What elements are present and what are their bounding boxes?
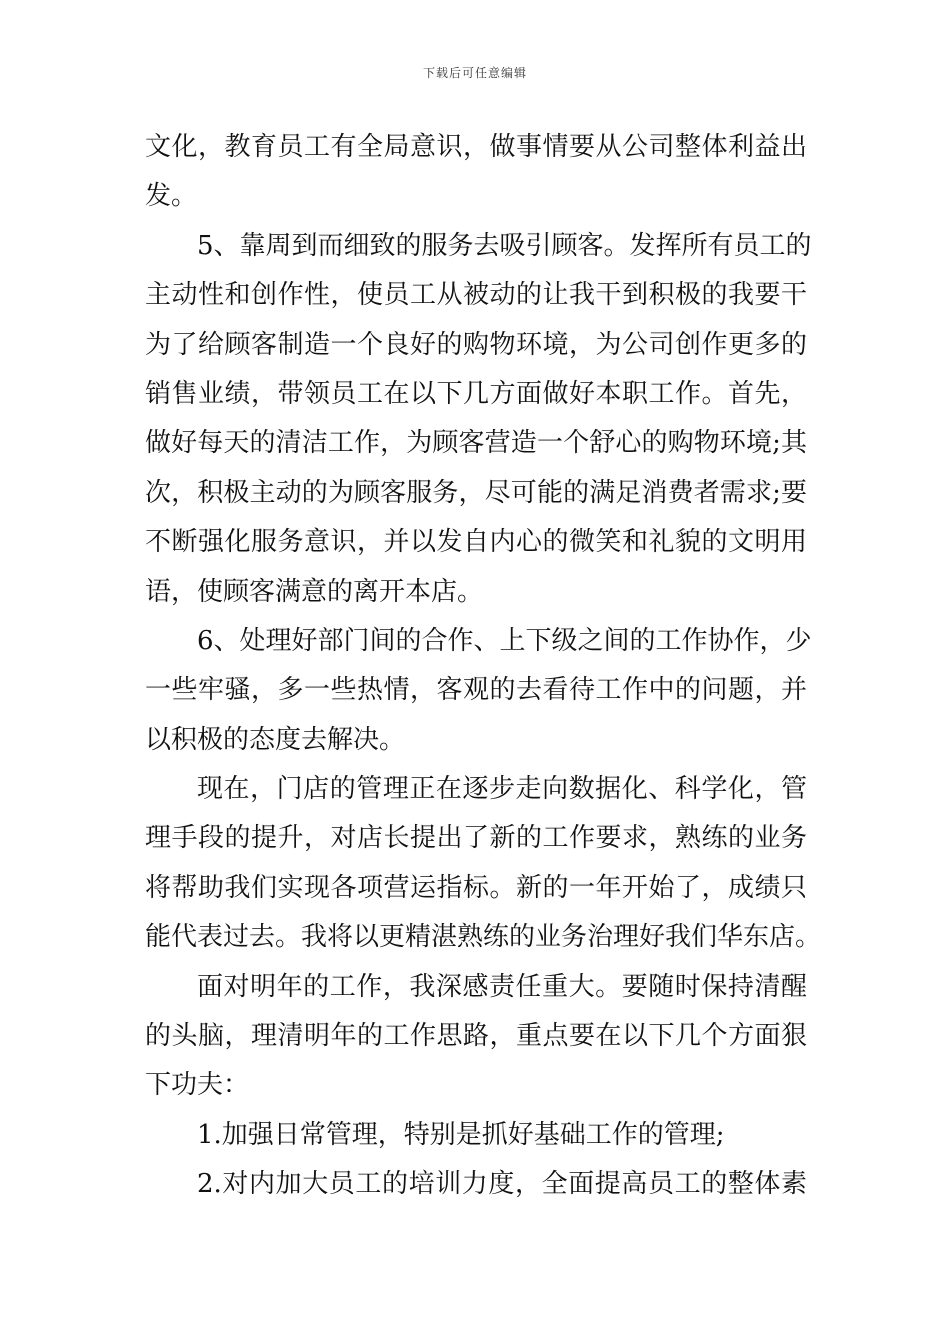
page-header-label: 下载后可任意编辑	[422, 66, 527, 80]
text-line: 现在，门店的管理正在逐步走向数据化、科学化，管	[197, 774, 807, 805]
text-line: 5、靠周到而细致的服务去吸引顾客。发挥所有员工的	[197, 230, 812, 261]
text-line: 做好每天的清洁工作，为顾客营造一个舒心的购物环境;其	[145, 428, 807, 459]
text-line: 销售业绩，带领员工在以下几方面做好本职工作。首先，	[145, 378, 807, 409]
list-item: 2.对内加大员工的培训力度，全面提高员工的整体素	[197, 1169, 807, 1200]
text-line: 文化，教育员工有全局意识，做事情要从公司整体利益出	[145, 132, 807, 162]
text-line: 6、处理好部门间的合作、上下级之间的工作协作，少	[197, 625, 812, 656]
text-line: 的头脑，理清明年的工作思路，重点要在以下几个方面狠	[145, 1021, 807, 1052]
text-line: 一些牢骚，多一些热情，客观的去看待工作中的问题，并	[145, 675, 807, 706]
text-line: 以积极的态度去解决。	[145, 724, 406, 755]
text-line: 下功夫：	[145, 1070, 250, 1101]
text-line: 能代表过去。我将以更精湛熟练的业务治理好我们华东店。	[145, 922, 822, 953]
document-body	[145, 123, 822, 1210]
list-item: 1.加强日常管理，特别是抓好基础工作的管理;	[197, 1119, 725, 1150]
text-line: 次，积极主动的为顾客服务，尽可能的满足消费者需求;要	[145, 477, 807, 508]
text-line: 为了给顾客制造一个良好的购物环境，为公司创作更多的	[145, 329, 807, 360]
text-line: 发。	[145, 181, 198, 212]
text-line: 面对明年的工作，我深感责任重大。要随时保持清醒	[197, 971, 807, 1002]
text-line: 不断强化服务意识，并以发自内心的微笑和礼貌的文明用	[145, 527, 807, 558]
text-line: 主动性和创作性，使员工从被动的让我干到积极的我要干	[145, 280, 807, 311]
text-line: 语，使顾客满意的离开本店。	[145, 576, 484, 607]
text-line: 将帮助我们实现各项营运指标。新的一年开始了，成绩只	[145, 872, 807, 903]
text-line: 理手段的提升，对店长提出了新的工作要求，熟练的业务	[145, 823, 807, 854]
